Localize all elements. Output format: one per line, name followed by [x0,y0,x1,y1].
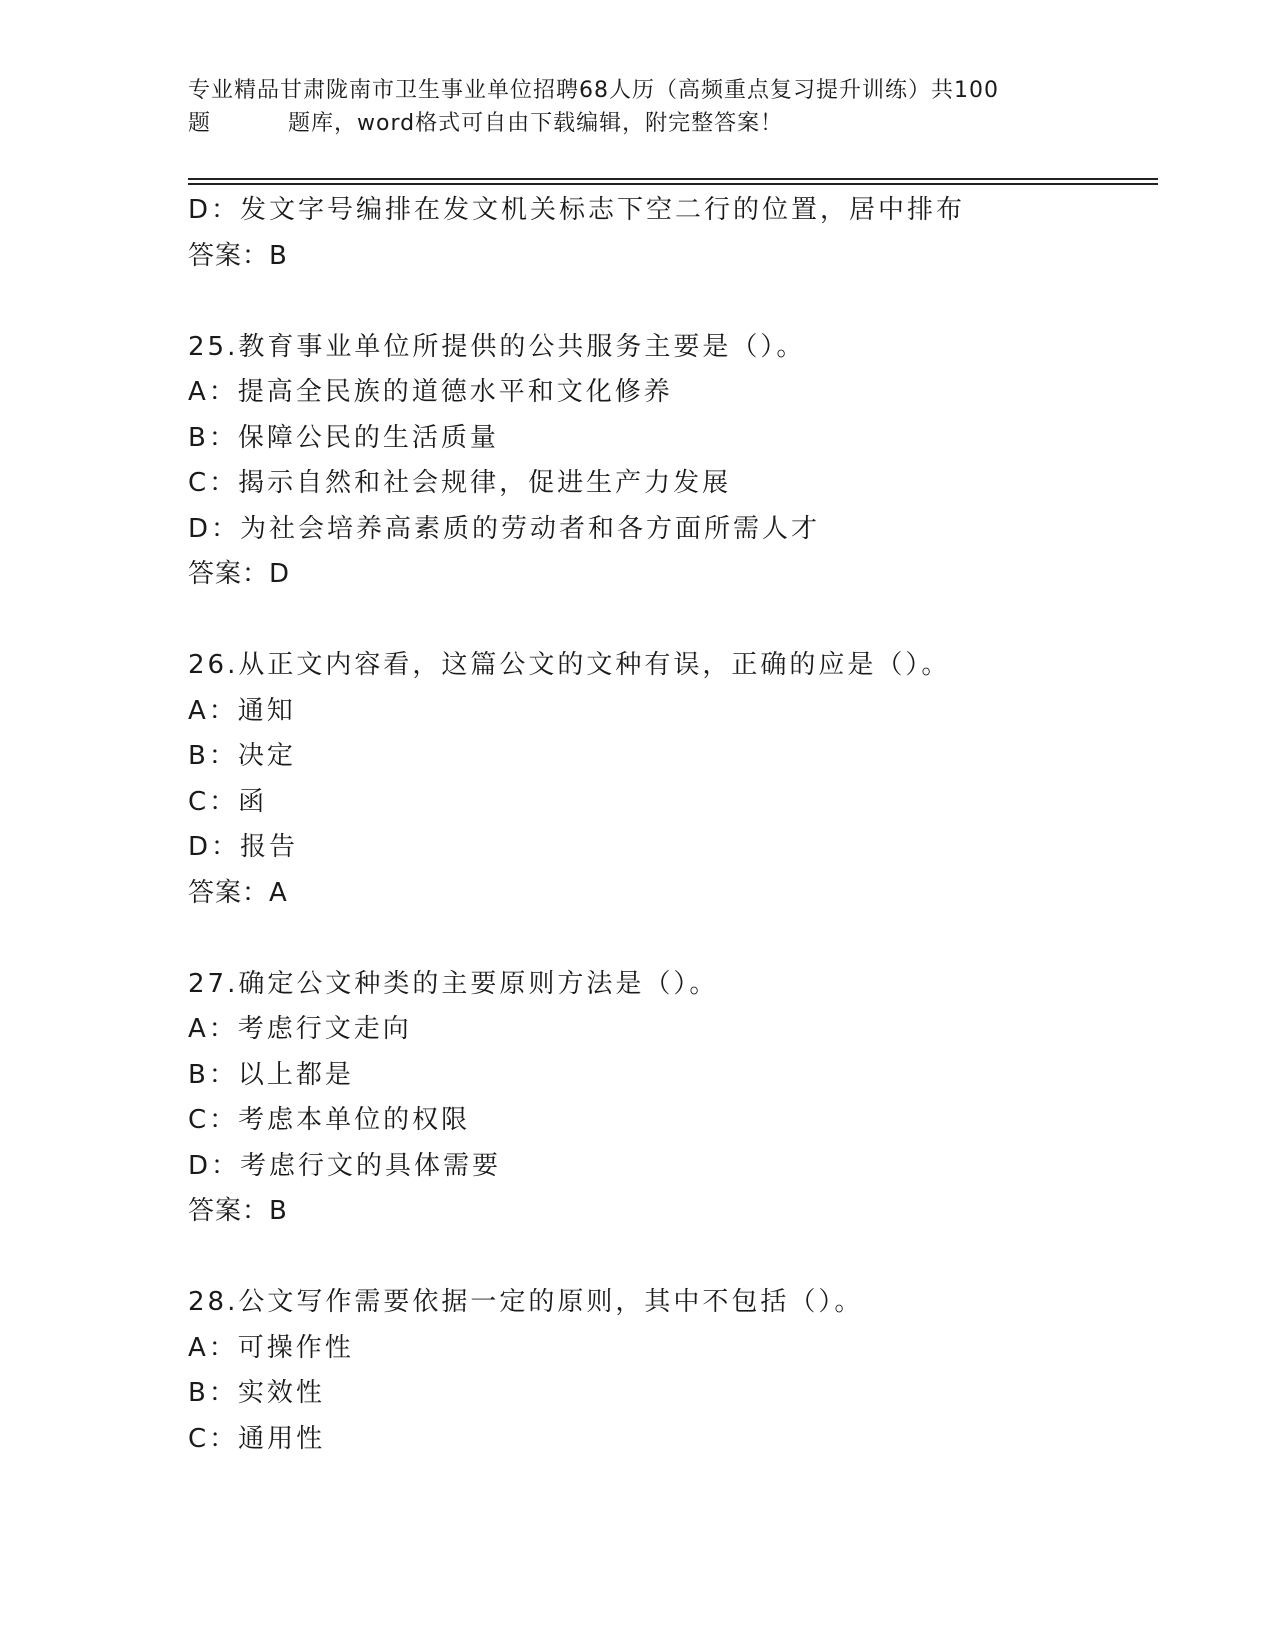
header-title-line1: 专业精品甘肃陇南市卫生事业单位招聘68人历（高频重点复习提升训练）共100 [188,78,999,103]
question-25-option-c: C：揭示自然和社会规律，促进生产力发展 [188,468,732,498]
header-divider-top [188,178,1158,180]
question-26-option-c: C：函 [188,786,268,817]
question-28-stem: 28.公文写作需要依据一定的原则，其中不包括（）。 [188,1287,864,1317]
header-title-line2 [188,107,1078,140]
question-25-option-a: A：提高全民族的道德水平和文化修养 [188,377,673,407]
question-list [188,188,1158,1462]
question-spacer [188,1235,1158,1281]
question-spacer [188,279,1158,325]
prev-question-option-d: D：发文字号编排在发文机关标志下空二行的位置，居中排布 [188,195,966,225]
question-28-option-a: A：可操作性 [188,1332,354,1363]
question-26-option-b: B：决定 [188,741,296,771]
prev-question-answer: 答案：B [188,240,288,271]
question-26-option-d: D：报告 [188,832,299,862]
question-25-option-d: D：为社会培养高素质的劳动者和各方面所需人才 [188,513,821,544]
question-25-stem: 25.教育事业单位所提供的公共服务主要是（）。 [188,331,806,362]
question-25-option-b: B：保障公民的生活质量 [188,422,499,453]
question-26-stem: 26.从正文内容看，这篇公文的文种有误，正确的应是（）。 [188,650,951,680]
question-28-option-b: B：实效性 [188,1378,325,1408]
question-spacer [188,598,1158,644]
question-26-answer: 答案：A [188,877,288,908]
question-27-option-c: C：考虑本单位的权限 [188,1105,471,1135]
question-27-answer: 答案：B [188,1196,288,1226]
question-25-answer: 答案：D [188,559,291,589]
question-28-option-c: C：通用性 [188,1423,326,1454]
question-27-option-b: B：以上都是 [188,1059,354,1090]
question-27-stem: 27.确定公文种类的主要原则方法是（）。 [188,968,719,999]
header-title-line2-start: 题 [188,111,212,136]
question-spacer [188,916,1158,962]
question-26-option-a: A：通知 [188,695,296,726]
question-27-option-a: A：考虑行文走向 [188,1014,412,1044]
header-divider-bottom [188,183,1158,185]
document-header [188,74,1078,140]
question-27-option-d: D：考虑行文的具体需要 [188,1150,502,1181]
header-title-line2-rest: 题库，word格式可自由下载编辑，附完整答案！ [288,111,784,136]
